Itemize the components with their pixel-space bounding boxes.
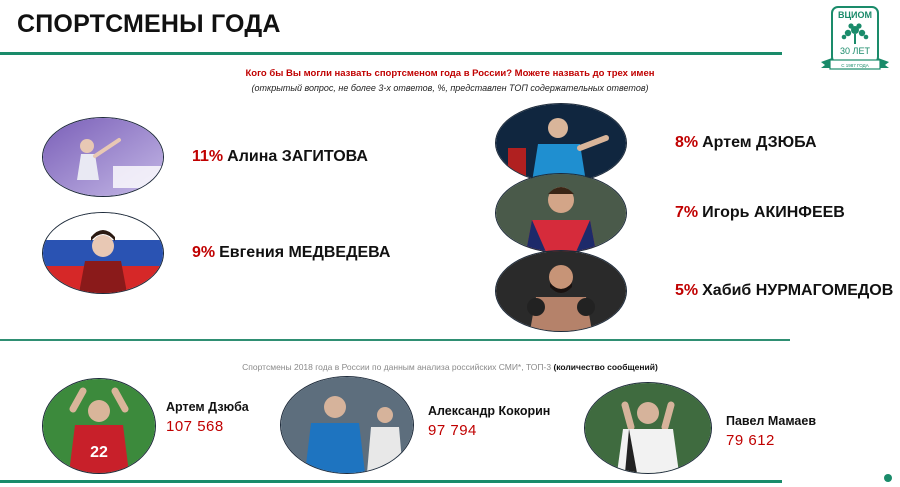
athlete-label <box>675 134 817 152</box>
athlete-name: Хабиб НУРМАГОМЕДОВ <box>702 282 894 299</box>
athlete-label <box>192 244 390 262</box>
athlete-photo <box>495 250 627 332</box>
media-athlete-name: Павел Мамаев <box>726 413 817 428</box>
page-title: СПОРТСМЕНЫ ГОДА <box>17 10 281 38</box>
athlete-percent: 11% <box>192 148 224 165</box>
media-photo <box>42 378 156 474</box>
athlete-photo <box>42 117 164 197</box>
athlete-name: Артем ДЗЮБА <box>702 134 817 151</box>
athlete-name: Игорь АКИНФЕЕВ <box>702 204 845 221</box>
athlete-photo <box>42 212 164 294</box>
logo-brand: ВЦИОМ <box>837 10 873 20</box>
bottom-divider <box>0 480 782 483</box>
athlete-row-akinfeev <box>495 173 845 253</box>
media-photo <box>584 382 712 474</box>
page-indicator <box>884 474 892 482</box>
athlete-photo <box>495 173 627 253</box>
logo-years: 30 ЛЕТ <box>840 46 870 56</box>
media-item-dzyuba <box>42 378 249 474</box>
survey-question: Кого бы Вы могли назвать спортсменом года в России? Можете назвать до трех имен <box>245 68 655 79</box>
athlete-row-nurmagomedov <box>495 250 893 332</box>
top-divider <box>0 52 782 55</box>
media-message-count: 97 794 <box>428 421 477 439</box>
media-athlete-name: Артем Дзюба <box>166 399 249 414</box>
athlete-percent: 5% <box>675 282 699 299</box>
media-item-mamaev <box>584 382 816 474</box>
athlete-label <box>675 204 845 222</box>
media-title-text: Спортсмены 2018 года в России по данным анализа российских СМИ*, ТОП-3 <box>242 362 552 372</box>
athlete-row-dzyuba <box>495 103 817 183</box>
media-message-count: 79 612 <box>726 431 775 449</box>
athlete-percent: 7% <box>675 204 699 221</box>
media-item-kokorin <box>280 376 550 474</box>
athlete-row-medvedeva <box>42 212 390 294</box>
survey-note: (открытый вопрос, не более 3-х ответов, %, представлен ТОП содержательных ответов) <box>251 83 649 93</box>
athlete-row-zagitova <box>42 117 368 197</box>
media-message-count: 107 568 <box>166 417 224 435</box>
athlete-percent: 9% <box>192 244 216 261</box>
media-athlete-name: Александр Кокорин <box>428 403 551 418</box>
jersey-number: 22 <box>90 444 108 461</box>
athlete-label <box>675 282 893 300</box>
athlete-label <box>192 148 368 166</box>
media-section-title <box>0 362 900 372</box>
athlete-name: Алина ЗАГИТОВА <box>227 148 368 165</box>
athlete-name: Евгения МЕДВЕДЕВА <box>219 244 391 261</box>
section-divider <box>0 339 790 341</box>
athlete-percent: 8% <box>675 134 699 151</box>
media-photo <box>280 376 414 474</box>
logo-since: С 1987 ГОДА <box>841 63 869 68</box>
athlete-photo <box>495 103 627 183</box>
media-title-suffix: (количество сообщений) <box>553 362 658 372</box>
